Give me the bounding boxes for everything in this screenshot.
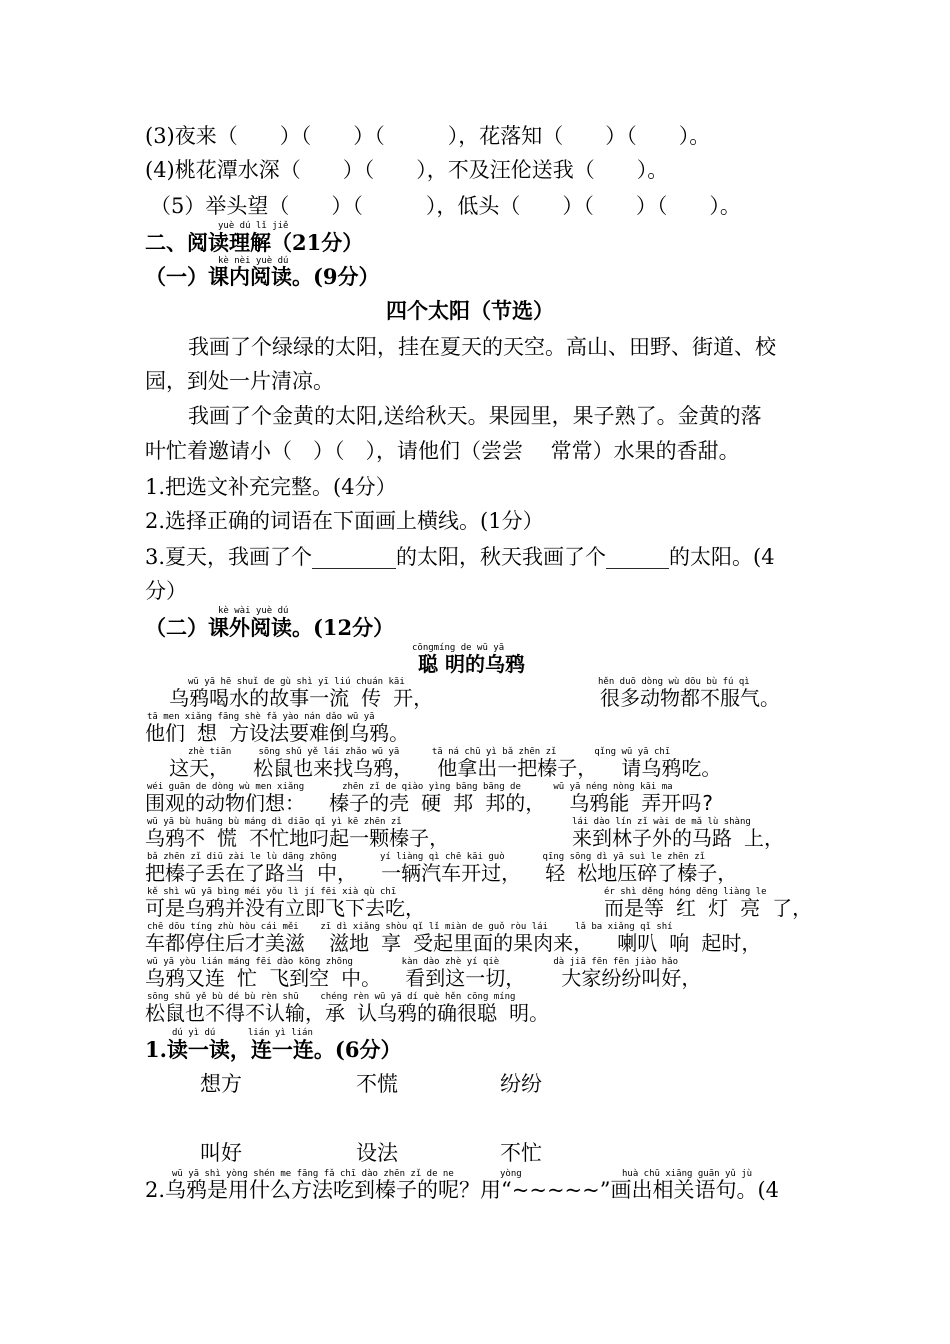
- q2-pinyin-b: yòng: [500, 1169, 522, 1179]
- story-pinyin: zhè tiān sōng shǔ yě lái zhǎo wū yā tā ná chū yì bǎ zhēn zǐ qǐng wū yā chī: [188, 747, 671, 757]
- story-line: 松鼠也不得不认输，承 认乌鸦的确很聪 明。: [145, 1001, 550, 1025]
- part2-title: （二）课外阅读。(12分）: [145, 615, 395, 640]
- question-1: 1.把选文补充完整。(4分）: [145, 475, 397, 499]
- story-pinyin: wū yā hē shuǐ de gù shì yī liú chuán kāi: [188, 677, 405, 687]
- story-line: 把榛子丢在了路当 中， 一辆汽车开过， 轻 松地压碎了榛子，: [145, 861, 738, 885]
- match-word-bottom-3[interactable]: 不忙: [500, 1141, 542, 1165]
- question-2-wavy: 2.乌鸦是用什么方法吃到榛子的呢？用“~~~~~”画出相关语句。(4: [145, 1178, 780, 1202]
- section2-title: 二、阅读理解（21分）: [145, 230, 364, 255]
- poem-line-3: (3)夜来（ ）（ ）（ ），花落知（ ）（ ）。: [145, 124, 711, 148]
- part1-pinyin: kè nèi yuè dú: [218, 256, 289, 266]
- story-line: 围观的动物们想： 榛子的壳 硬 邦 邦的， 乌鸦能 弄开吗?: [145, 791, 714, 815]
- match-word-bottom-2[interactable]: 设法: [356, 1141, 398, 1165]
- match-word-top-2[interactable]: 不慌: [356, 1072, 398, 1096]
- para1-line-b: 园，到处一片清凉。: [145, 369, 334, 393]
- story-line: 可是乌鸦并没有立即飞下去吃，: [145, 896, 425, 920]
- story-pinyin: wéi guān de dòng wù men xiǎng zhēn zǐ de qiào yìng bāng bāng de wū yā néng nòng kāi ma: [147, 782, 673, 792]
- story-title-pinyin: cōngmíng de wū yā: [412, 643, 505, 653]
- section2-pinyin: yuè dú lǐ jiě: [218, 221, 289, 231]
- story-pinyin: kě shì wū yā bìng méi yǒu lì jí fēi xià qù chī: [147, 887, 397, 897]
- poem-line-5: （5）举头望（ ）（ ），低头（ ）（ ）（ ）。: [150, 194, 741, 218]
- story-pinyin: lái dào lín zǐ wài de mǎ lù shàng: [572, 817, 751, 827]
- part2-pinyin: kè wài yuè dú: [218, 606, 289, 616]
- q1-pinyin: dú yì dú lián yì lián: [172, 1028, 313, 1038]
- story-line: 来到林子外的马路 上，: [572, 826, 785, 850]
- q2-pinyin: wū yā shì yòng shén me fāng fǎ chī dào zhēn zǐ de ne: [172, 1169, 454, 1179]
- para1-line-a: 我画了个绿绿的太阳，挂在夏天的天空。高山、田野、街道、校: [188, 335, 776, 359]
- passage-title: 四个太阳（节选）: [386, 298, 554, 323]
- story-pinyin: wū yā bù huāng bù máng dì diāo qǐ yì kē zhēn zǐ: [147, 817, 402, 827]
- match-word-bottom-1[interactable]: 叫好: [200, 1141, 242, 1165]
- poem-line-4: (4)桃花潭水深（ ）（ ），不及汪伦送我（ ）。: [145, 158, 669, 182]
- story-line: 他们 想 方设法要难倒乌鸦。: [145, 721, 410, 745]
- match-word-top-1[interactable]: 想方: [200, 1072, 242, 1096]
- story-line: 这天， 松鼠也来找乌鸦， 他拿出一把榛子， 请乌鸦吃。: [145, 756, 722, 780]
- match-question: 1.读一读，连一连。(6分）: [145, 1037, 402, 1062]
- story-line: 乌鸦不 慌 不忙地叼起一颗榛子，: [145, 826, 450, 850]
- story-title: 聪 明的乌鸦: [418, 652, 525, 676]
- question-2: 2.选择正确的词语在下面画上横线。(1分）: [145, 509, 544, 533]
- para2-line-a: 我画了个金黄的太阳,送给秋天。果园里，果子熟了。金黄的落: [188, 404, 762, 428]
- q2-pinyin-c: huà chū xiāng guān yǔ jù: [622, 1169, 753, 1179]
- story-pinyin: sōng shǔ yě bù dé bù rèn shū chéng rèn wū yā dí què hěn cōng míng: [147, 992, 516, 1002]
- story-line: 乌鸦喝水的故事一流 传 开，: [145, 686, 434, 710]
- story-pinyin: wū yā yòu lián máng fēi dào kōng zhōng kàn dào zhè yí qiè dà jiā fēn fēn jiào hǎo: [147, 957, 679, 967]
- part1-title: （一）课内阅读。(9分）: [145, 264, 380, 289]
- question-3-line-a: 3.夏天，我画了个________的太阳，秋天我画了个______的太阳。(4: [145, 545, 775, 569]
- story-pinyin: ér shì děng hóng dēng liàng le: [604, 887, 767, 897]
- story-pinyin: hěn duō dòng wù dōu bù fú qì: [598, 677, 750, 687]
- story-line: 车都停住后才美滋 滋地 享 受起里面的果肉来， 喇叭 响 起时，: [145, 931, 762, 955]
- story-line: 而是等 红 灯 亮 了，: [604, 896, 813, 920]
- story-line: 很多动物都不服气。: [600, 686, 780, 710]
- match-word-top-3[interactable]: 纷纷: [500, 1072, 542, 1096]
- story-pinyin: bǎ zhēn zǐ diū zài le lù dāng zhōng yí liàng qì chē kāi guò qīng sōng dì yā suì le zhēn zǐ: [147, 852, 706, 862]
- story-pinyin: chē dōu tíng zhù hòu cái měi zī dì xiǎng shòu qǐ lǐ miàn de guǒ ròu lái lǎ ba xiǎng qǐ shí: [147, 922, 673, 932]
- story-pinyin: tā men xiǎng fāng shè fǎ yào nán dǎo wū yā: [147, 712, 375, 722]
- story-line: 乌鸦又连 忙 飞到空 中。 看到这一切， 大家纷纷叫好，: [145, 966, 702, 990]
- question-3-line-b: 分）: [145, 579, 187, 603]
- para2-line-b: 叶忙着邀请小（ ）（ ），请他们（尝尝 常常）水果的香甜。: [145, 439, 740, 463]
